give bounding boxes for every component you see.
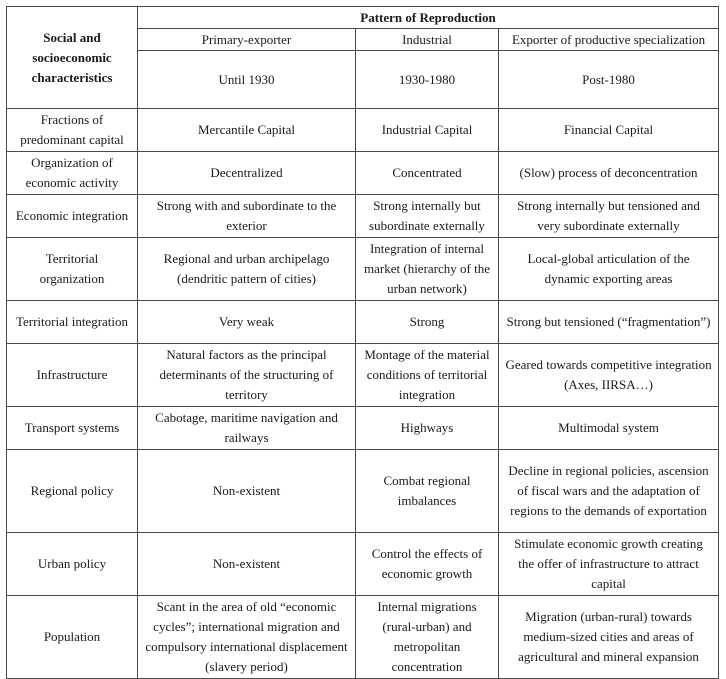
- table-cell: Geared towards competitive integration (Axes, IIRSA…): [499, 344, 719, 407]
- table-cell: Regional and urban archipelago (dendritic pattern of cities): [138, 238, 356, 301]
- row-label: Infrastructure: [7, 344, 138, 407]
- table-wrapper: [6, 6, 719, 679]
- row-label: Territorial integration: [7, 301, 138, 344]
- table-cell: Strong: [356, 301, 499, 344]
- table-cell: Industrial Capital: [356, 109, 499, 152]
- row-label: Organization of economic activity: [7, 152, 138, 195]
- row-label: Population: [7, 596, 138, 679]
- row-label: Regional policy: [7, 450, 138, 533]
- pattern-header: Industrial: [356, 29, 499, 51]
- row-label: Territorial organization: [7, 238, 138, 301]
- table-cell: Financial Capital: [499, 109, 719, 152]
- table-cell: Strong with and subordinate to the exterior: [138, 195, 356, 238]
- group-header: Pattern of Reproduction: [138, 7, 719, 29]
- table-row: [7, 450, 719, 533]
- table-cell: Non-existent: [138, 533, 356, 596]
- table-cell: Natural factors as the principal determinants of the structuring of territory: [138, 344, 356, 407]
- table-cell: Multimodal system: [499, 407, 719, 450]
- header-row-group: [7, 7, 719, 29]
- reproduction-patterns-table: [6, 6, 719, 679]
- table-cell: Highways: [356, 407, 499, 450]
- table-row: [7, 407, 719, 450]
- pattern-header: Exporter of productive specialization: [499, 29, 719, 51]
- row-label: Fractions of predominant capital: [7, 109, 138, 152]
- table-row: [7, 596, 719, 679]
- table-cell: Local-global articulation of the dynamic exporting areas: [499, 238, 719, 301]
- table-cell: Concentrated: [356, 152, 499, 195]
- table-cell: Stimulate economic growth creating the offer of infrastructure to attract capital: [499, 533, 719, 596]
- table-cell: Montage of the material conditions of territorial integration: [356, 344, 499, 407]
- period-cell: Until 1930: [138, 51, 356, 109]
- table-cell: Mercantile Capital: [138, 109, 356, 152]
- row-label: Transport systems: [7, 407, 138, 450]
- table-row: [7, 533, 719, 596]
- table-cell: Integration of internal market (hierarchy of the urban network): [356, 238, 499, 301]
- table-row: [7, 109, 719, 152]
- table-row: [7, 344, 719, 407]
- table-cell: Decline in regional policies, ascension of fiscal wars and the adaptation of regions to the demands of exportation: [499, 450, 719, 533]
- table-row: [7, 301, 719, 344]
- table-cell: Strong internally but tensioned and very subordinate externally: [499, 195, 719, 238]
- table-cell: Internal migrations (rural-urban) and metropolitan concentration: [356, 596, 499, 679]
- table-cell: Scant in the area of old “economic cycles”; international migration and compulsory international displacement (slavery period): [138, 596, 356, 679]
- row-label: Urban policy: [7, 533, 138, 596]
- corner-header: Social and socioeconomic characteristics: [7, 7, 138, 109]
- table-row: [7, 195, 719, 238]
- table-cell: Control the effects of economic growth: [356, 533, 499, 596]
- table-row: [7, 152, 719, 195]
- table-cell: Non-existent: [138, 450, 356, 533]
- table-cell: (Slow) process of deconcentration: [499, 152, 719, 195]
- table-cell: Migration (urban-rural) towards medium-sized cities and areas of agricultural and mineral expansion: [499, 596, 719, 679]
- period-cell: Post-1980: [499, 51, 719, 109]
- table-cell: Strong but tensioned (“fragmentation”): [499, 301, 719, 344]
- table-cell: Combat regional imbalances: [356, 450, 499, 533]
- table-cell: Very weak: [138, 301, 356, 344]
- pattern-header: Primary-exporter: [138, 29, 356, 51]
- period-cell: 1930-1980: [356, 51, 499, 109]
- table-cell: Strong internally but subordinate externally: [356, 195, 499, 238]
- table-row: [7, 238, 719, 301]
- row-label: Economic integration: [7, 195, 138, 238]
- table-cell: Cabotage, maritime navigation and railways: [138, 407, 356, 450]
- table-cell: Decentralized: [138, 152, 356, 195]
